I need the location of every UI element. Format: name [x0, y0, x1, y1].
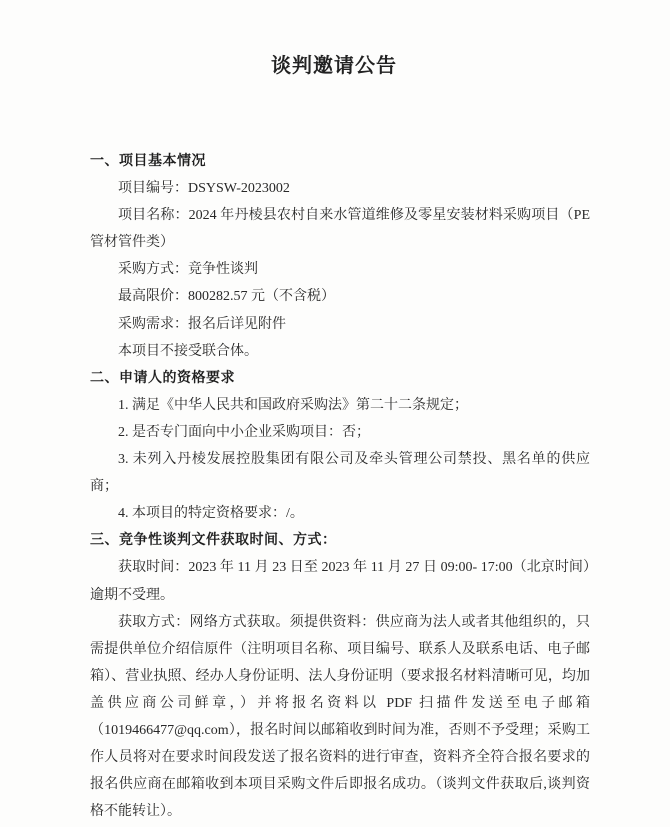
section-heading-document-acquisition: 三、竞争性谈判文件获取时间、方式：	[90, 533, 337, 549]
section-heading-applicant-qualifications: 二、申请人的资格要求	[90, 370, 235, 386]
para-qualification-1: 1. 满足《中华人民共和国政府采购法》第二十二条规定；	[118, 397, 468, 413]
para-project-name: 项目名称：2024 年丹棱县农村自来水管道维修及零星安装材料采购项目（PE 管材管件类）	[90, 208, 590, 251]
para-project-number: 项目编号：DSYSW-2023002	[118, 181, 290, 197]
para-procurement-requirements: 采购需求：报名后详见附件	[118, 316, 286, 332]
para-qualification-4: 4. 本项目的特定资格要求：/。	[118, 506, 304, 522]
para-no-consortium: 本项目不接受联合体。	[118, 343, 258, 359]
para-qualification-2: 2. 是否专门面向中小企业采购项目：否；	[118, 424, 370, 440]
para-procurement-method: 采购方式：竞争性谈判	[118, 262, 258, 278]
para-acquisition-time: 获取时间：2023 年 11 月 23 日至 2023 年 11 月 27 日 09:00- 17:00（北京时间）逾期不受理。	[90, 560, 590, 603]
document-title: 谈判邀请公告	[271, 55, 397, 77]
section-heading-project-basics: 一、项目基本情况	[90, 154, 206, 169]
para-price-ceiling: 最高限价：800282.57 元（不含税）	[118, 289, 335, 305]
para-qualification-3: 3. 未列入丹棱发展控股集团有限公司及牵头管理公司禁投、黑名单的供应商；	[90, 452, 590, 495]
para-acquisition-method: 获取方式：网络方式获取。须提供资料：供应商为法人或者其他组织的，只需提供单位介绍信原件（注明项目名称、项目编号、联系人及联系电话、电子邮箱）、营业执照、经办人身份证明、法人身份证明（要求报名材料清晰可见，均加盖供应商公司鲜章，）并将报名资料以 PDF 扫描件发送至电子邮箱（1019466477@qq.com），报名时间以邮箱收到时间为准，否则不予受理；采购工作人员将对在要求时间段发送了报名资料的进行审查，资料齐全符合报名要求的报名供应商在邮箱收到本项目采购文件后即报名成功。（谈判文件获取后,谈判资格不能转让）。	[90, 614, 590, 820]
